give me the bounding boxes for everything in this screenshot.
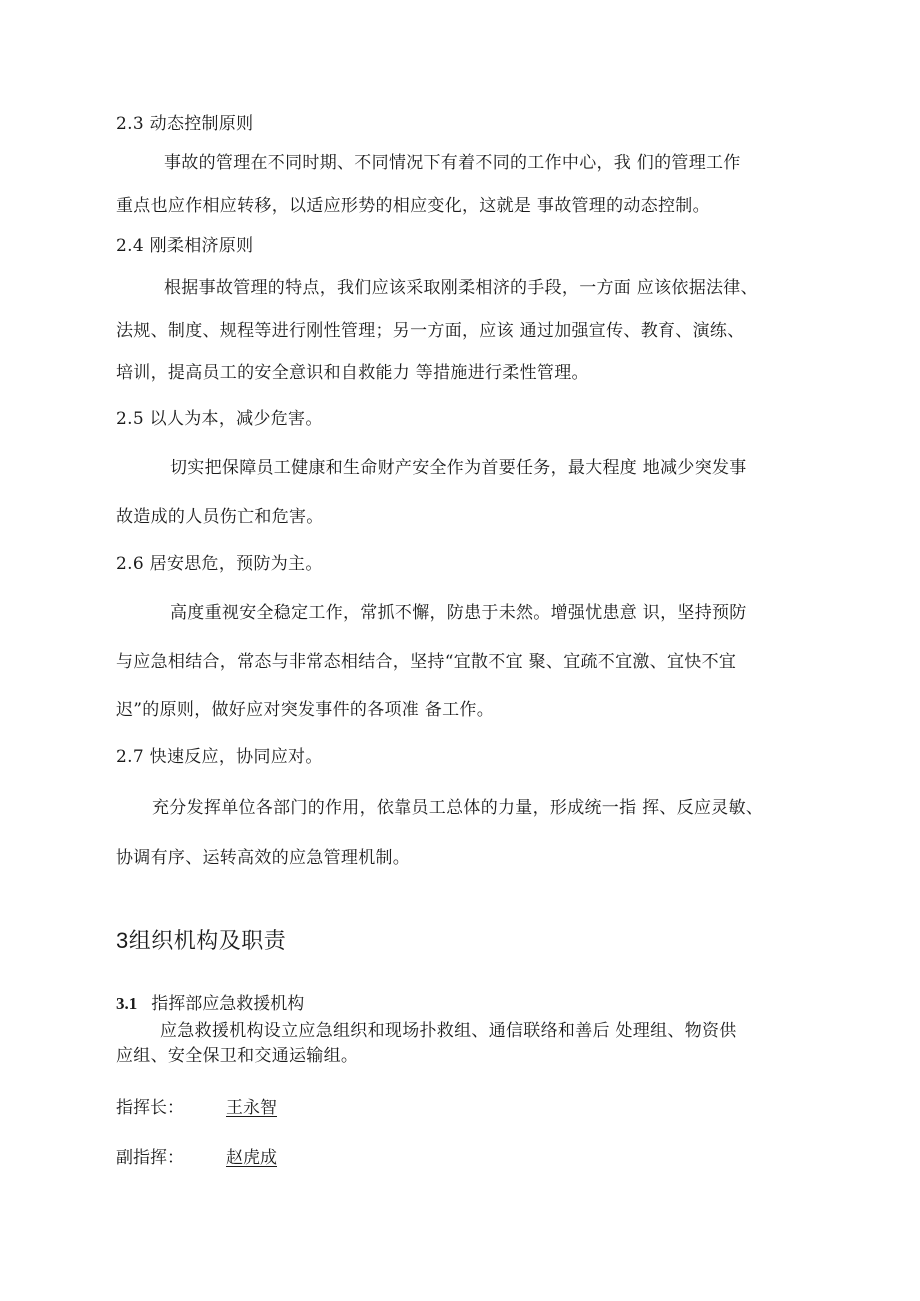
heading-2-6: 2.6 居安思危，预防为主。	[116, 554, 323, 574]
paragraph-2-6-line-3: 迟”的原则，做好应对突发事件的各项准 备工作。	[116, 700, 494, 720]
paragraph-2-4-line-2: 法规、制度、规程等进行刚性管理；另一方面，应该 通过加强宣传、教育、演练、	[116, 321, 745, 341]
subsection-3-1-number: 3.1	[116, 994, 138, 1013]
paragraph-3-1-line-2: 应组、安全保卫和交通运输组。	[116, 1046, 359, 1066]
heading-2-4: 2.4 刚柔相济原则	[116, 236, 254, 256]
commander-label: 指挥长：	[116, 1098, 184, 1118]
paragraph-2-6-line-1: 高度重视安全稳定工作，常抓不懈，防患于未然。增强忧患意 识，坚持预防	[170, 603, 747, 623]
deputy-name: 赵虎成	[226, 1148, 277, 1168]
paragraph-2-3-line-2: 重点也应作相应转移，以适应形势的相应变化，这就是 事故管理的动态控制。	[116, 196, 710, 216]
subsection-3-1-title	[116, 993, 304, 1015]
heading-2-5: 2.5 以人为本，减少危害。	[116, 409, 323, 429]
paragraph-2-7-line-2: 协调有序、运转高效的应急管理机制。	[116, 848, 411, 868]
paragraph-2-4-line-1: 根据事故管理的特点，我们应该采取刚柔相济的手段，一方面 应该依据法律、	[164, 278, 758, 298]
paragraph-2-4-line-3: 培训，提高员工的安全意识和自救能力 等措施进行柔性管理。	[116, 363, 589, 383]
paragraph-2-5-line-1: 切实把保障员工健康和生命财产安全作为首要任务，最大程度 地减少突发事	[170, 458, 747, 478]
subsection-3-1-label: 指挥部应急救援机构	[151, 994, 305, 1014]
paragraph-2-7-line-1: 充分发挥单位各部门的作用，依靠员工总体的力量，形成统一指 挥、反应灵敏、	[152, 798, 764, 818]
paragraph-2-6-line-2: 与应急相结合，常态与非常态相结合，坚持“宜散不宜 聚、宜疏不宜激、宜快不宜	[116, 652, 737, 672]
section-3-title: 3组织机构及职责	[116, 928, 287, 953]
deputy-label: 副指挥：	[116, 1148, 184, 1168]
paragraph-3-1-line-1: 应急救援机构设立应急组织和现场扑救组、通信联络和善后 处理组、物资供	[160, 1021, 737, 1041]
commander-name: 王永智	[226, 1098, 277, 1118]
heading-2-7: 2.7 快速反应，协同应对。	[116, 747, 323, 767]
paragraph-2-3-line-1: 事故的管理在不同时期、不同情况下有着不同的工作中心，我 们的管理工作	[164, 153, 741, 173]
paragraph-2-5-line-2: 故造成的人员伤亡和危害。	[116, 507, 324, 527]
heading-2-3: 2.3 动态控制原则	[116, 114, 254, 134]
